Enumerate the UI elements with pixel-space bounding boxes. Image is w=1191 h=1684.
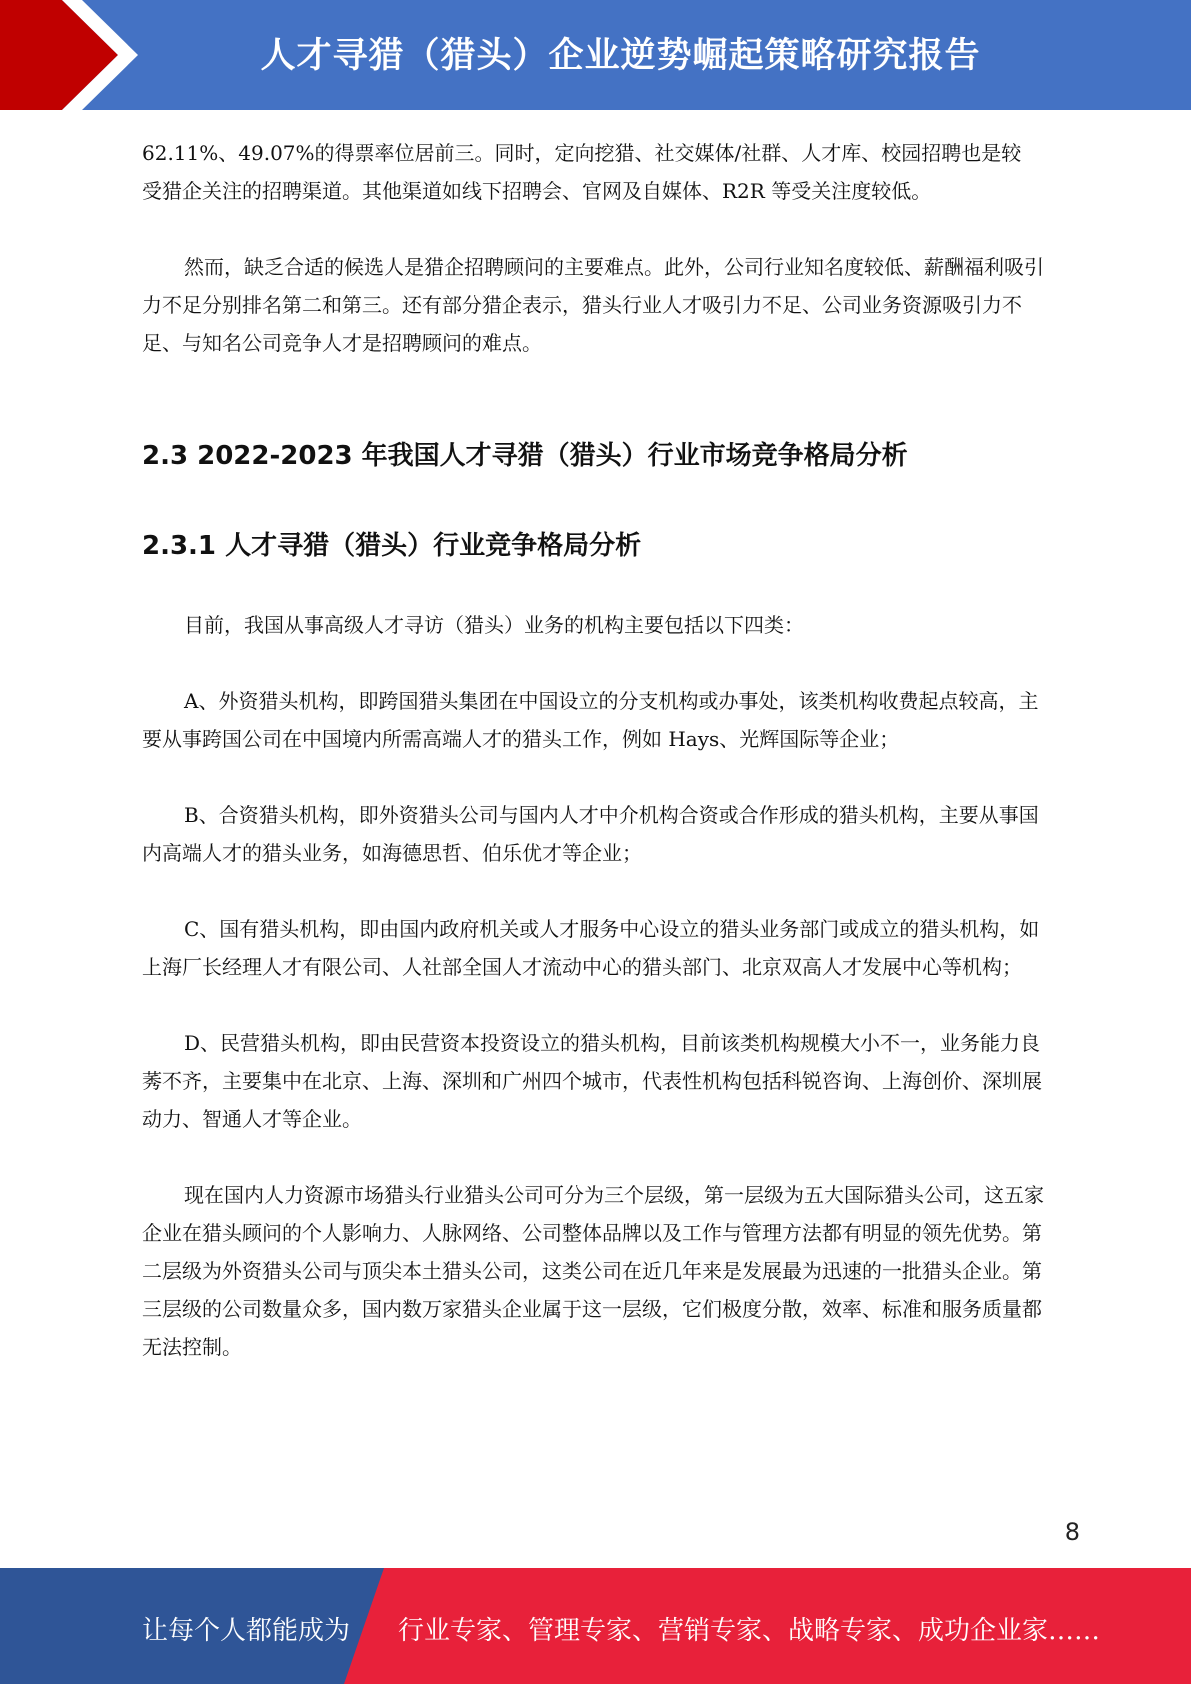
paragraph-tiers: 现在国内人力资源市场猎头行业猎头公司可分为三个层级，第一层级为五大国际猎头公司，这五家企业在猎头顾问的个人影响力、人脉网络、公司整体品牌以及工作与管理方法都有明显的领先优势。第二层级为外资猎头公司与顶尖本土猎头公司，这类公司在近几年来是发展最为迅速的一批猎头企业。第三层级的公司数量众多，国内数万家猎头企业属于这一层级，它们极度分散，效率、标准和服务质量都无法控制。 — [142, 1183, 1044, 1359]
page-number: 8 — [1064, 1518, 1080, 1546]
paragraph-type-b: B、合资猎头机构，即外资猎头公司与国内人才中介机构合资或合作形成的猎头机构，主要从事国内高端人才的猎头业务，如海德思哲、伯乐优才等企业； — [142, 803, 1039, 865]
page-footer — [0, 1568, 1191, 1684]
paragraph-difficulties: 然而，缺乏合适的候选人是猎企招聘顾问的主要难点。此外，公司行业知名度较低、薪酬福利吸引力不足分别排名第二和第三。还有部分猎企表示，猎头行业人才吸引力不足、公司业务资源吸引力不足、与知名公司竞争人才是招聘顾问的难点。 — [142, 255, 1044, 355]
footer-slogan-left: 让每个人都能成为 — [142, 1616, 351, 1646]
footer-slogan-right: 行业专家、管理专家、营销专家、战略专家、成功企业家…… — [398, 1616, 1101, 1646]
paragraph-intro: 目前，我国从事高级人才寻访（猎头）业务的机构主要包括以下四类： — [184, 613, 804, 637]
subsection-heading: 2.3.1 人才寻猎（猎头）行业竞争格局分析 — [142, 531, 642, 561]
paragraph-type-c: C、国有猎头机构，即由国内政府机关或人才服务中心设立的猎头业务部门或成立的猎头机构，如上海厂长经理人才有限公司、人社部全国人才流动中心的猎头部门、北京双高人才发展中心等机构； — [142, 917, 1040, 979]
paragraph-line: 62.11%、49.07%的得票率位居前三。同时，定向挖猎、社交媒体/社群、人才库、校园招聘也是较 — [142, 141, 1022, 165]
paragraph-type-a: A、外资猎头机构，即跨国猎头集团在中国设立的分支机构或办事处，该类机构收费起点较高，主要从事跨国公司在中国境内所需高端人才的猎头工作，例如 Hays、光辉国际等企业； — [142, 689, 1039, 751]
page-header — [0, 0, 1191, 110]
document-title: 人才寻猎（猎头）企业逆势崛起策略研究报告 — [260, 36, 981, 76]
section-heading: 2.3 2022-2023 年我国人才寻猎（猎头）行业市场竞争格局分析 — [142, 441, 908, 471]
paragraph-type-d: D、民营猎头机构，即由民营资本投资设立的猎头机构，目前该类机构规模大小不一，业务能力良莠不齐，主要集中在北京、上海、深圳和广州四个城市，代表性机构包括科锐咨询、上海创价、深圳展动力、智通人才等企业。 — [142, 1031, 1042, 1131]
paragraph-line: 受猎企关注的招聘渠道。其他渠道如线下招聘会、官网及自媒体、R2R 等受关注度较低。 — [142, 179, 932, 203]
page-content — [142, 134, 1046, 1366]
